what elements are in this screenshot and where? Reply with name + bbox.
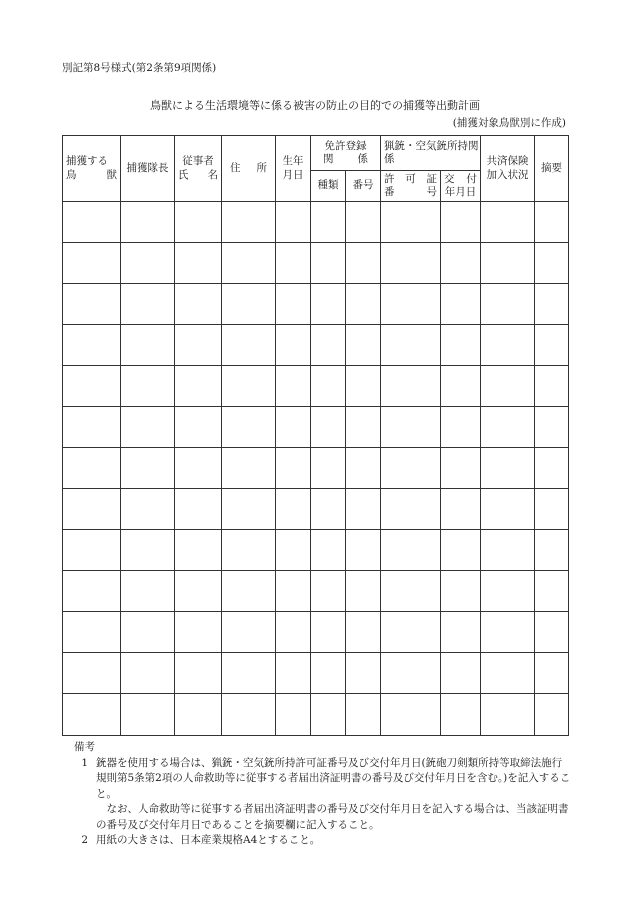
cell-license-number: [346, 530, 381, 571]
cell-birth-date: [276, 653, 311, 694]
table-body: [63, 202, 569, 736]
cell-target-animal: [63, 653, 121, 694]
cell-issue-date: [441, 243, 481, 284]
cell-team-leader: [121, 284, 175, 325]
cell-target-animal: [63, 448, 121, 489]
cell-insurance: [481, 530, 535, 571]
cell-issue-date: [441, 694, 481, 736]
cell-issue-date: [441, 571, 481, 612]
cell-issue-date: [441, 530, 481, 571]
notes-title: 備考: [74, 741, 95, 753]
cell-birth-date: [276, 284, 311, 325]
cell-birth-date: [276, 612, 311, 653]
cell-worker-name: [175, 489, 222, 530]
cell-license-type: [311, 407, 346, 448]
header-worker-name: 従事者 氏 名: [175, 136, 222, 202]
cell-issue-date: [441, 325, 481, 366]
cell-team-leader: [121, 653, 175, 694]
cell-issue-date: [441, 202, 481, 243]
cell-remarks: [535, 366, 569, 407]
cell-birth-date: [276, 243, 311, 284]
cell-worker-name: [175, 407, 222, 448]
cell-license-number: [346, 571, 381, 612]
cell-permit-number: [381, 243, 441, 284]
header-permit-number: 許 可 証 番 号: [381, 171, 441, 202]
cell-target-animal: [63, 612, 121, 653]
notes-section: [62, 740, 572, 849]
cell-target-animal: [63, 243, 121, 284]
table-row: [63, 448, 569, 489]
cell-license-number: [346, 284, 381, 325]
note-number: 2: [81, 834, 88, 846]
cell-target-animal: [63, 407, 121, 448]
cell-target-animal: [63, 284, 121, 325]
cell-birth-date: [276, 571, 311, 612]
cell-license-number: [346, 243, 381, 284]
table-row: [63, 571, 569, 612]
cell-target-animal: [63, 202, 121, 243]
cell-license-number: [346, 489, 381, 530]
cell-team-leader: [121, 571, 175, 612]
cell-team-leader: [121, 448, 175, 489]
cell-insurance: [481, 448, 535, 489]
note-text: なお、人命救助等に従事する者届出済証明書の番号及び交付年月日を記入する場合は、当該証明書の番号及び交付年月日であることを摘要欄に記入すること。: [96, 803, 569, 831]
cell-birth-date: [276, 407, 311, 448]
cell-target-animal: [63, 530, 121, 571]
cell-birth-date: [276, 530, 311, 571]
cell-birth-date: [276, 489, 311, 530]
cell-worker-name: [175, 284, 222, 325]
capture-plan-table: [62, 135, 569, 736]
cell-license-number: [346, 202, 381, 243]
cell-insurance: [481, 571, 535, 612]
cell-remarks: [535, 325, 569, 366]
cell-remarks: [535, 243, 569, 284]
cell-license-type: [311, 366, 346, 407]
cell-address: [222, 571, 276, 612]
cell-worker-name: [175, 612, 222, 653]
cell-issue-date: [441, 366, 481, 407]
header-insurance: 共済保険 加入状況: [481, 136, 535, 202]
cell-license-number: [346, 448, 381, 489]
cell-birth-date: [276, 448, 311, 489]
cell-team-leader: [121, 530, 175, 571]
cell-team-leader: [121, 407, 175, 448]
cell-remarks: [535, 284, 569, 325]
cell-worker-name: [175, 530, 222, 571]
cell-worker-name: [175, 653, 222, 694]
page-subtitle: (捕獲対象鳥獣別に作成): [452, 117, 566, 129]
cell-address: [222, 489, 276, 530]
cell-issue-date: [441, 612, 481, 653]
cell-remarks: [535, 571, 569, 612]
cell-license-type: [311, 571, 346, 612]
cell-permit-number: [381, 325, 441, 366]
header-remarks: 摘要: [535, 136, 569, 202]
cell-license-type: [311, 202, 346, 243]
cell-address: [222, 284, 276, 325]
cell-permit-number: [381, 407, 441, 448]
cell-issue-date: [441, 448, 481, 489]
table-row: [63, 407, 569, 448]
cell-license-type: [311, 284, 346, 325]
cell-birth-date: [276, 366, 311, 407]
cell-worker-name: [175, 243, 222, 284]
cell-remarks: [535, 694, 569, 736]
cell-issue-date: [441, 284, 481, 325]
note-number: 1: [81, 756, 88, 769]
cell-license-number: [346, 612, 381, 653]
cell-insurance: [481, 407, 535, 448]
cell-license-type: [311, 530, 346, 571]
table-row: [63, 284, 569, 325]
cell-permit-number: [381, 653, 441, 694]
cell-permit-number: [381, 448, 441, 489]
header-gun-group: 猟銃・空気銃所持関係: [381, 136, 481, 171]
cell-remarks: [535, 489, 569, 530]
cell-remarks: [535, 612, 569, 653]
table-row: [63, 366, 569, 407]
cell-license-type: [311, 612, 346, 653]
cell-address: [222, 694, 276, 736]
cell-license-number: [346, 325, 381, 366]
table-row: [63, 612, 569, 653]
cell-worker-name: [175, 325, 222, 366]
cell-license-type: [311, 448, 346, 489]
cell-permit-number: [381, 612, 441, 653]
cell-issue-date: [441, 653, 481, 694]
cell-license-type: [311, 243, 346, 284]
cell-birth-date: [276, 694, 311, 736]
note-text: 用紙の大きさは、日本産業規格A4とすること。: [96, 834, 321, 846]
cell-team-leader: [121, 243, 175, 284]
cell-target-animal: [63, 571, 121, 612]
cell-team-leader: [121, 366, 175, 407]
cell-permit-number: [381, 366, 441, 407]
header-birth-date: 生年 月日: [276, 136, 311, 202]
cell-worker-name: [175, 571, 222, 612]
header-license-type: 種類: [311, 171, 346, 202]
table-row: [63, 530, 569, 571]
header-license-group: 免許登録 関 係: [311, 136, 381, 171]
cell-insurance: [481, 243, 535, 284]
cell-remarks: [535, 448, 569, 489]
cell-target-animal: [63, 489, 121, 530]
cell-permit-number: [381, 284, 441, 325]
cell-target-animal: [63, 694, 121, 736]
cell-remarks: [535, 407, 569, 448]
table-row: [63, 243, 569, 284]
cell-remarks: [535, 202, 569, 243]
cell-license-type: [311, 325, 346, 366]
cell-insurance: [481, 489, 535, 530]
cell-permit-number: [381, 571, 441, 612]
cell-license-type: [311, 489, 346, 530]
cell-insurance: [481, 694, 535, 736]
cell-birth-date: [276, 325, 311, 366]
cell-license-number: [346, 366, 381, 407]
page-title: 鳥獣による生活環境等に係る被害の防止の目的での捕獲等出動計画: [150, 99, 480, 112]
cell-permit-number: [381, 202, 441, 243]
cell-address: [222, 202, 276, 243]
cell-insurance: [481, 366, 535, 407]
table-row: [63, 202, 569, 243]
header-license-number: 番号: [346, 171, 381, 202]
cell-address: [222, 366, 276, 407]
cell-team-leader: [121, 694, 175, 736]
header-address: 住 所: [222, 136, 276, 202]
cell-license-number: [346, 653, 381, 694]
cell-target-animal: [63, 325, 121, 366]
cell-worker-name: [175, 366, 222, 407]
cell-permit-number: [381, 694, 441, 736]
cell-address: [222, 530, 276, 571]
cell-remarks: [535, 530, 569, 571]
cell-target-animal: [63, 366, 121, 407]
cell-license-number: [346, 407, 381, 448]
table-row: [63, 489, 569, 530]
cell-address: [222, 612, 276, 653]
cell-worker-name: [175, 202, 222, 243]
cell-issue-date: [441, 489, 481, 530]
cell-license-number: [346, 694, 381, 736]
cell-address: [222, 325, 276, 366]
cell-permit-number: [381, 489, 441, 530]
header-target-animal: 捕獲する 鳥 獣: [63, 136, 121, 202]
table-row: [63, 653, 569, 694]
cell-worker-name: [175, 448, 222, 489]
cell-issue-date: [441, 407, 481, 448]
cell-team-leader: [121, 202, 175, 243]
note-item: [62, 833, 572, 849]
table-row: [63, 694, 569, 736]
form-number: 別記第8号様式(第2条第9項関係): [62, 62, 217, 74]
cell-address: [222, 243, 276, 284]
note-item: [62, 756, 572, 834]
table-row: [63, 325, 569, 366]
cell-team-leader: [121, 325, 175, 366]
cell-insurance: [481, 612, 535, 653]
cell-worker-name: [175, 694, 222, 736]
header-team-leader: 捕獲隊長: [121, 136, 175, 202]
cell-license-type: [311, 694, 346, 736]
cell-insurance: [481, 325, 535, 366]
cell-address: [222, 448, 276, 489]
cell-remarks: [535, 653, 569, 694]
cell-license-type: [311, 653, 346, 694]
header-row-1: [63, 136, 569, 171]
cell-insurance: [481, 653, 535, 694]
cell-insurance: [481, 284, 535, 325]
cell-insurance: [481, 202, 535, 243]
header-issue-date: 交 付 年月日: [441, 171, 481, 202]
cell-team-leader: [121, 612, 175, 653]
cell-team-leader: [121, 489, 175, 530]
cell-address: [222, 653, 276, 694]
note-text: 銃器を使用する場合は、猟銃・空気銃所持許可証番号及び交付年月日(銃砲刀剣類所持等取締法施行規則第5条第2項の人命救助等に従事する者届出済証明書の番号及び交付年月日を含む。)を記入すること。: [96, 756, 571, 800]
cell-permit-number: [381, 530, 441, 571]
cell-address: [222, 407, 276, 448]
cell-birth-date: [276, 202, 311, 243]
